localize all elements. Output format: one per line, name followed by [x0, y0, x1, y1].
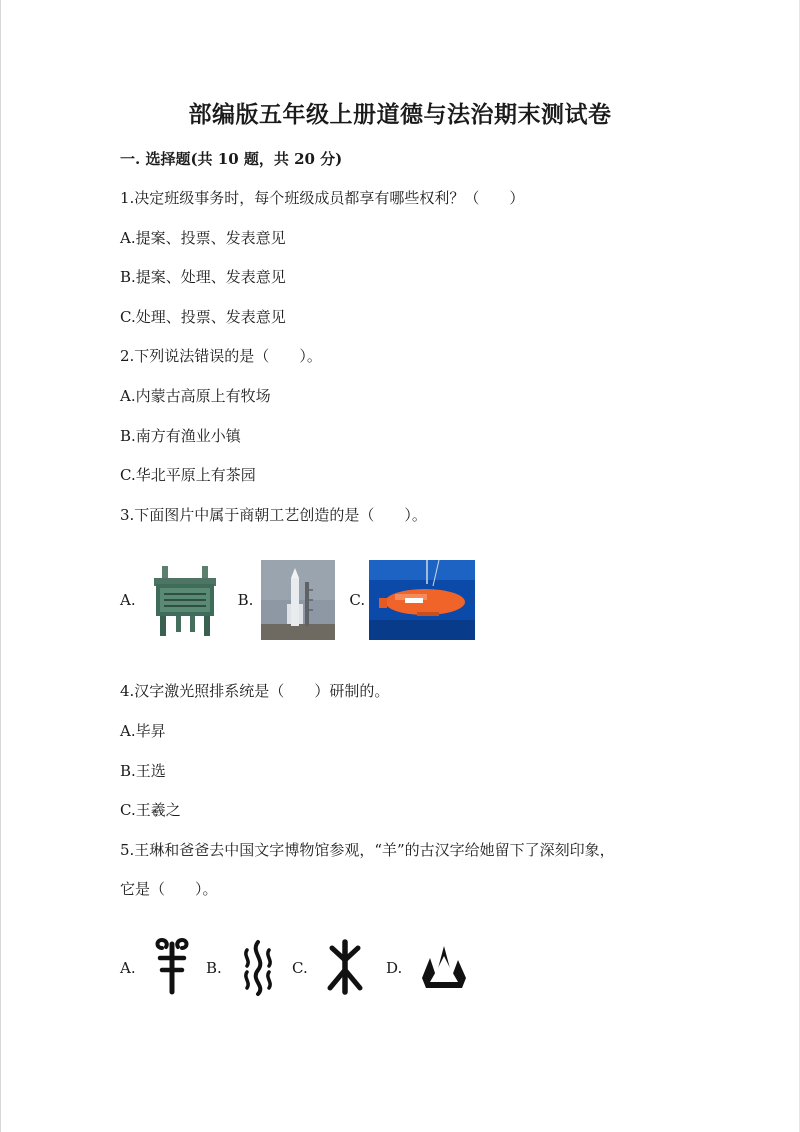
- question-1-option-a: A.提案、投票、发表意见: [120, 229, 286, 247]
- question-5-stem-line-1: 5.王琳和爸爸去中国文字博物馆参观，“羊”的古汉字给她留下了深刻印象，: [120, 841, 615, 859]
- page-edge-left: [0, 0, 1, 1132]
- question-2-option-b: B.南方有渔业小镇: [120, 427, 241, 445]
- question-3-option-b-label: B.: [237, 591, 254, 609]
- question-3-option-a-label: A.: [120, 591, 136, 609]
- question-4-option-a: A.毕昇: [120, 722, 166, 740]
- question-5-option-c-label: C.: [292, 959, 308, 977]
- section-heading: 一. 选择题(共 10 题，共 20 分): [120, 150, 343, 168]
- question-1-stem: 1.决定班级事务时，每个班级成员都享有哪些权利？（ ）: [120, 189, 525, 207]
- bronze-ding-image: [146, 560, 224, 640]
- question-5-option-d-label: D.: [386, 959, 403, 977]
- question-1-option-b: B.提案、处理、发表意见: [120, 268, 286, 286]
- question-5-option-b-label: B.: [206, 959, 222, 977]
- question-2-option-a: A.内蒙古高原上有牧场: [120, 387, 271, 405]
- water-glyph-icon: [240, 938, 276, 996]
- question-5-stem-line-2: 它是（ ）。: [120, 880, 218, 898]
- question-1-option-c: C.处理、投票、发表意见: [120, 308, 286, 326]
- question-4-stem: 4.汉字激光照排系统是（ ）研制的。: [120, 682, 390, 700]
- mountain-glyph-icon: [418, 938, 470, 996]
- submersible-image: [369, 560, 475, 640]
- page-title: 部编版五年级上册道德与法治期末测试卷: [188, 101, 612, 128]
- question-5-option-a-label: A.: [120, 959, 136, 977]
- question-3-stem: 3.下面图片中属于商朝工艺创造的是（ ）。: [120, 506, 427, 524]
- question-2-option-c: C.华北平原上有茶园: [120, 466, 256, 484]
- sheep-glyph-icon: [152, 938, 192, 996]
- wood-glyph-icon: [324, 938, 366, 996]
- question-4-option-c: C.王羲之: [120, 801, 181, 819]
- question-3-image-options: [120, 560, 475, 640]
- question-2-stem: 2.下列说法错误的是（ ）。: [120, 347, 322, 365]
- question-4-option-b: B.王选: [120, 762, 166, 780]
- rocket-launch-image: [261, 560, 335, 640]
- question-3-option-c-label: C.: [349, 591, 366, 609]
